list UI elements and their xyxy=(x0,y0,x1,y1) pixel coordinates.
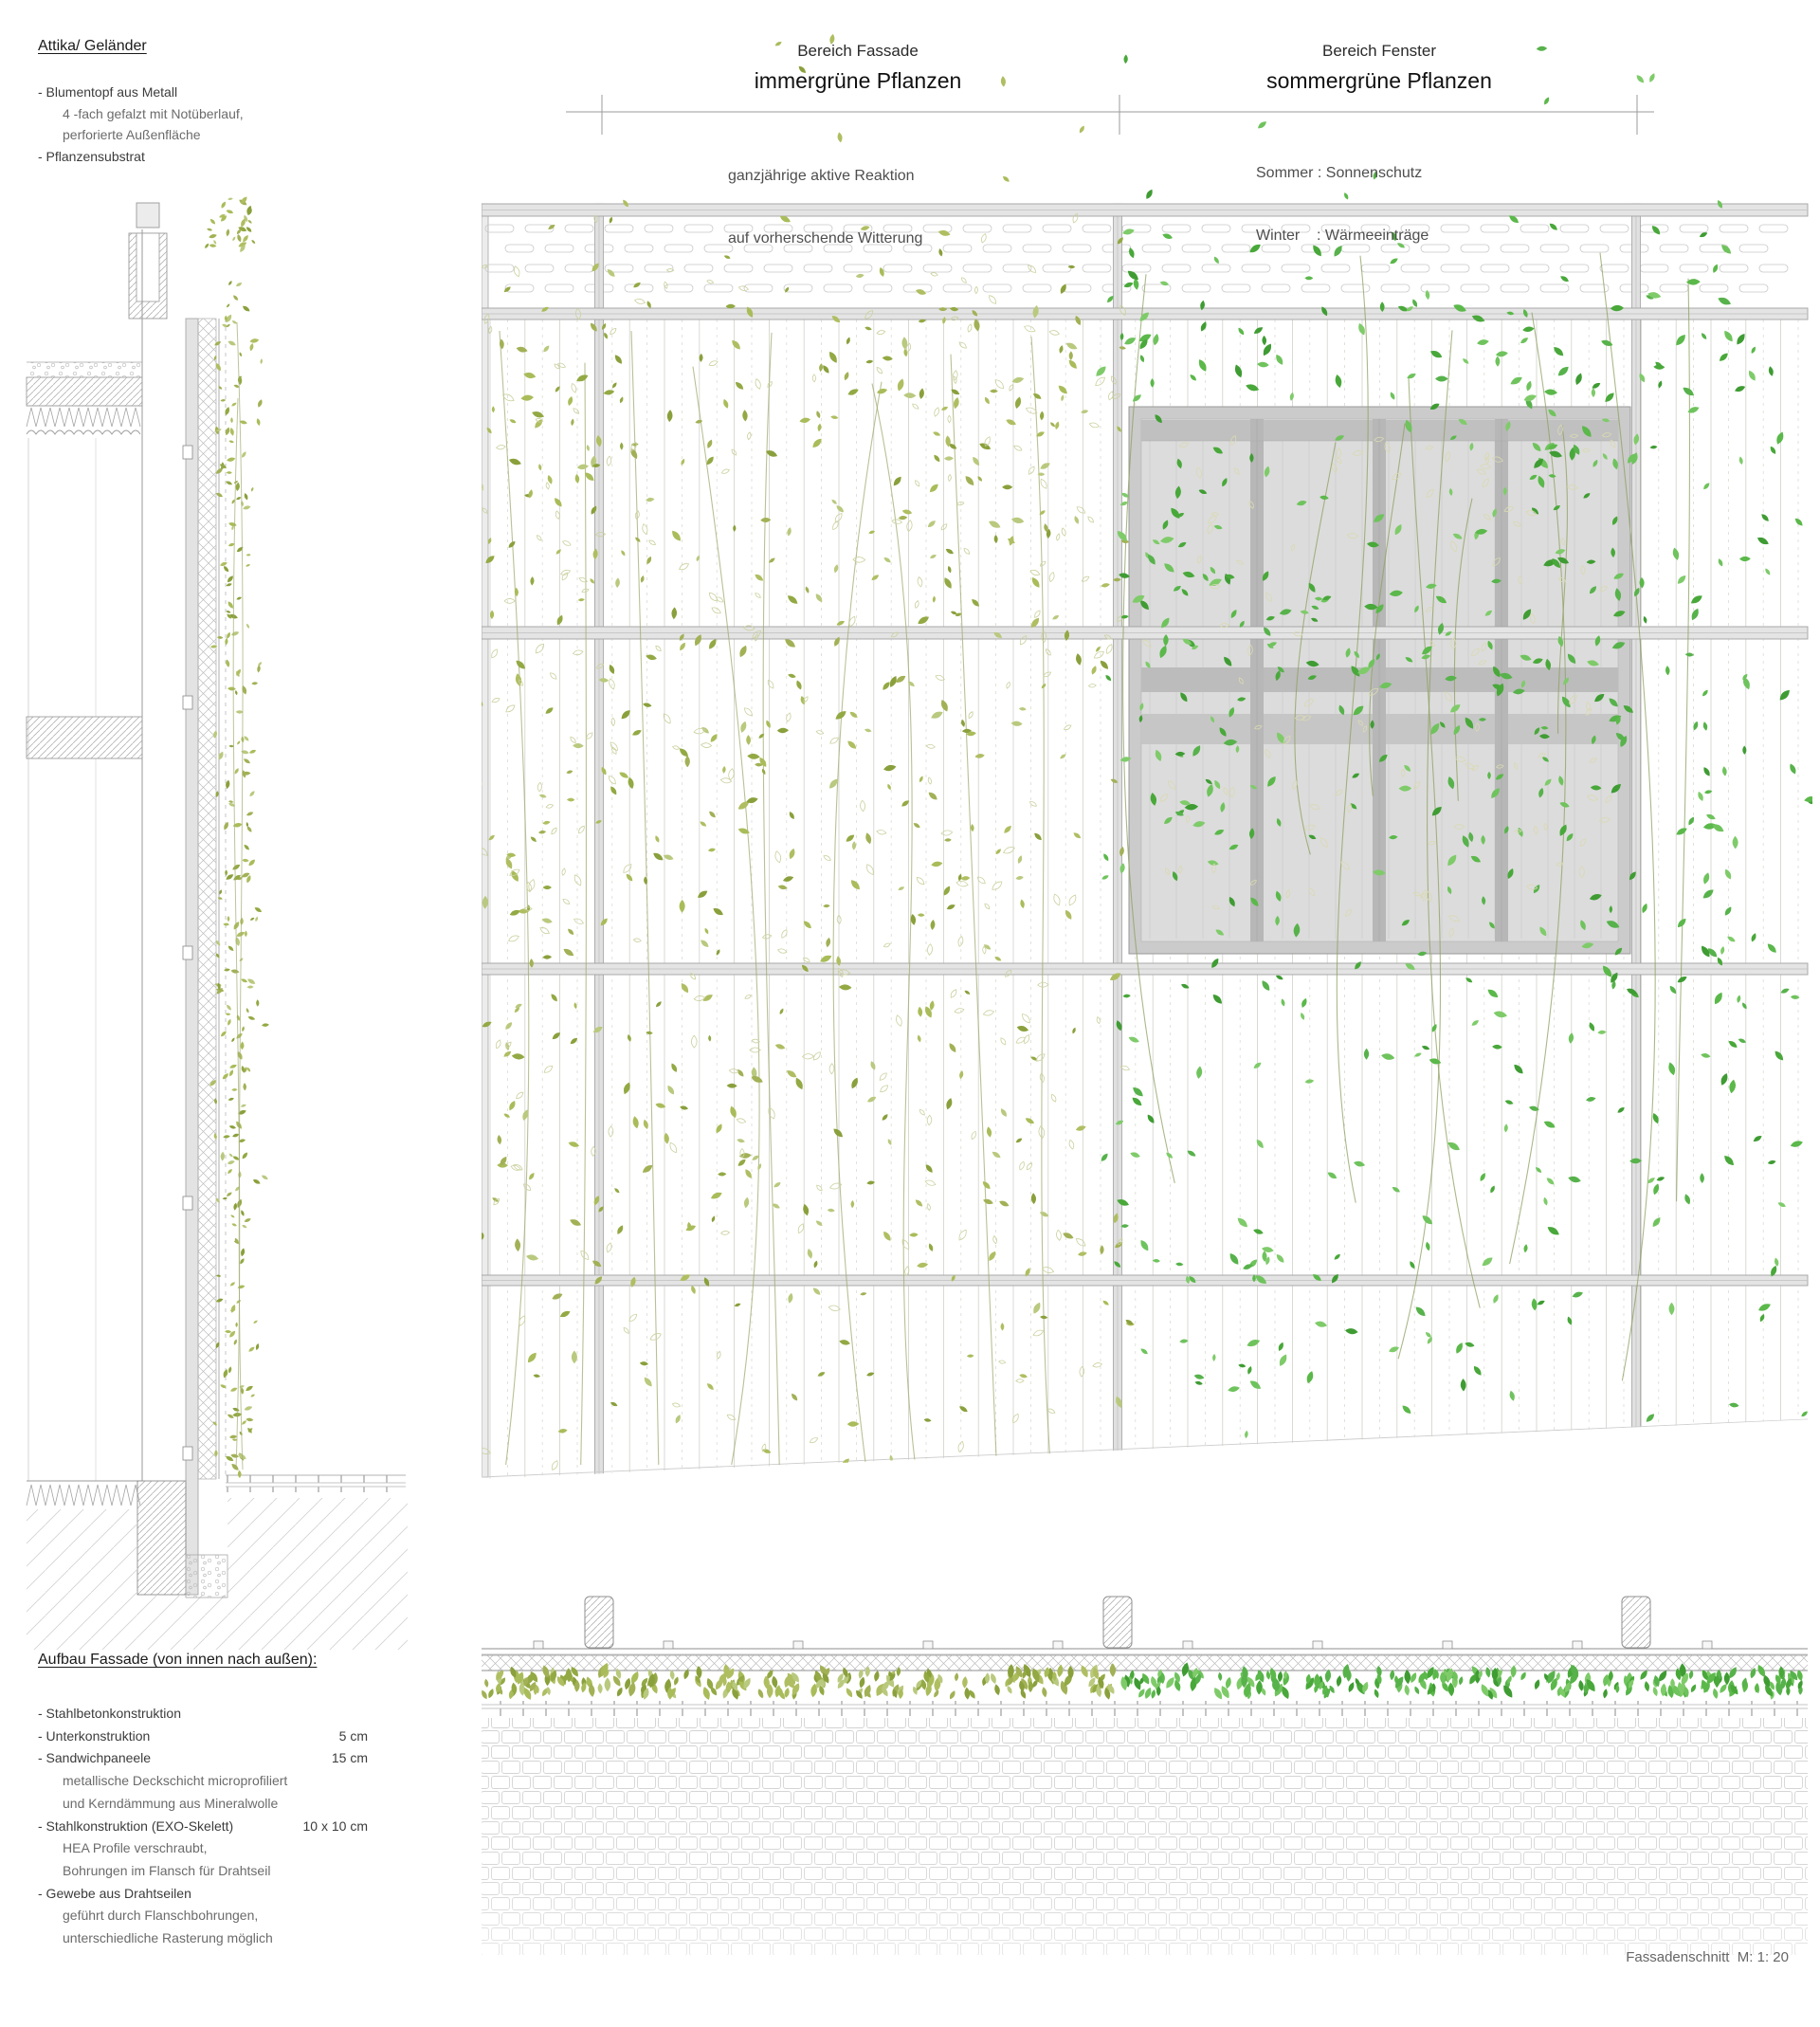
layer-item xyxy=(38,1747,368,1770)
ground-section-strip xyxy=(480,1597,1808,1955)
layer-item xyxy=(38,1816,368,1838)
layer-label: - Unterkonstruktion xyxy=(38,1727,151,1744)
attika-item: - Blumentopf aus Metall xyxy=(38,84,178,100)
attika-title: Attika/ Geländer xyxy=(38,38,147,54)
layer-label: unterschiedliche Rasterung möglich xyxy=(63,1930,273,1946)
layer-label: - Gewebe aus Drahtseilen xyxy=(38,1885,191,1901)
header-bereich-fassade xyxy=(668,42,1047,94)
layer-item xyxy=(38,1703,368,1726)
aufbau-list xyxy=(38,1703,368,1950)
layer-label: geführt durch Flanschbohrungen, xyxy=(63,1908,259,1924)
scale-caption: Fassadenschnitt M: 1: 20 xyxy=(1626,1949,1789,1965)
layer-value: 5 cm xyxy=(338,1727,368,1744)
note-line: Winter : Wärmeeinträge xyxy=(1256,228,1429,244)
attika-item: 4 -fach gefalzt mit Notüberlauf, xyxy=(63,105,244,121)
layer-item xyxy=(38,1793,368,1816)
bereich-fenster-title: Bereich Fenster xyxy=(1322,42,1436,60)
layer-label: HEA Profile verschraubt, xyxy=(63,1840,208,1856)
layer-label: und Kerndämmung aus Mineralwolle xyxy=(63,1795,279,1811)
layer-item xyxy=(38,1770,368,1793)
layer-item xyxy=(38,1905,368,1927)
note-line: auf vorherschende Witterung xyxy=(728,230,923,247)
layer-value: 10 x 10 cm xyxy=(302,1817,368,1834)
facade-elevation xyxy=(471,198,1817,1479)
layer-label: metallische Deckschicht microprofiliert xyxy=(63,1773,288,1789)
attika-item: perforierte Außenfläche xyxy=(63,127,201,143)
bereich-fenster-subtitle: sommergrüne Pflanzen xyxy=(1266,68,1492,93)
layer-value: 15 cm xyxy=(331,1750,368,1766)
bereich-fassade-subtitle: immergrüne Pflanzen xyxy=(754,68,962,93)
layer-item xyxy=(38,1883,368,1906)
layer-item xyxy=(38,1837,368,1860)
attika-item: - Pflanzensubstrat xyxy=(38,148,145,164)
bereich-fassade-title: Bereich Fassade xyxy=(797,42,919,60)
bereich-fassade-note xyxy=(728,124,922,291)
wall-section-detail xyxy=(27,195,408,1650)
bereich-fenster-note xyxy=(1256,121,1429,288)
attika-annotation xyxy=(38,38,351,167)
layer-item xyxy=(38,1927,368,1950)
layer-label: - Stahlkonstruktion (EXO-Skelett) xyxy=(38,1817,234,1834)
note-line: Sommer : Sonnenschutz xyxy=(1256,165,1423,181)
layer-label: - Sandwichpaneele xyxy=(38,1750,152,1766)
header-bereich-fenster xyxy=(1190,42,1569,94)
layer-label: Bohrungen im Flansch für Drahtseil xyxy=(63,1862,271,1878)
note-line: ganzjährige aktive Reaktion xyxy=(728,168,915,184)
layer-item xyxy=(38,1860,368,1883)
layer-item xyxy=(38,1726,368,1748)
aufbau-title: Aufbau Fassade (von innen nach außen): xyxy=(38,1652,318,1668)
layer-label: - Stahlbetonkonstruktion xyxy=(38,1706,181,1721)
